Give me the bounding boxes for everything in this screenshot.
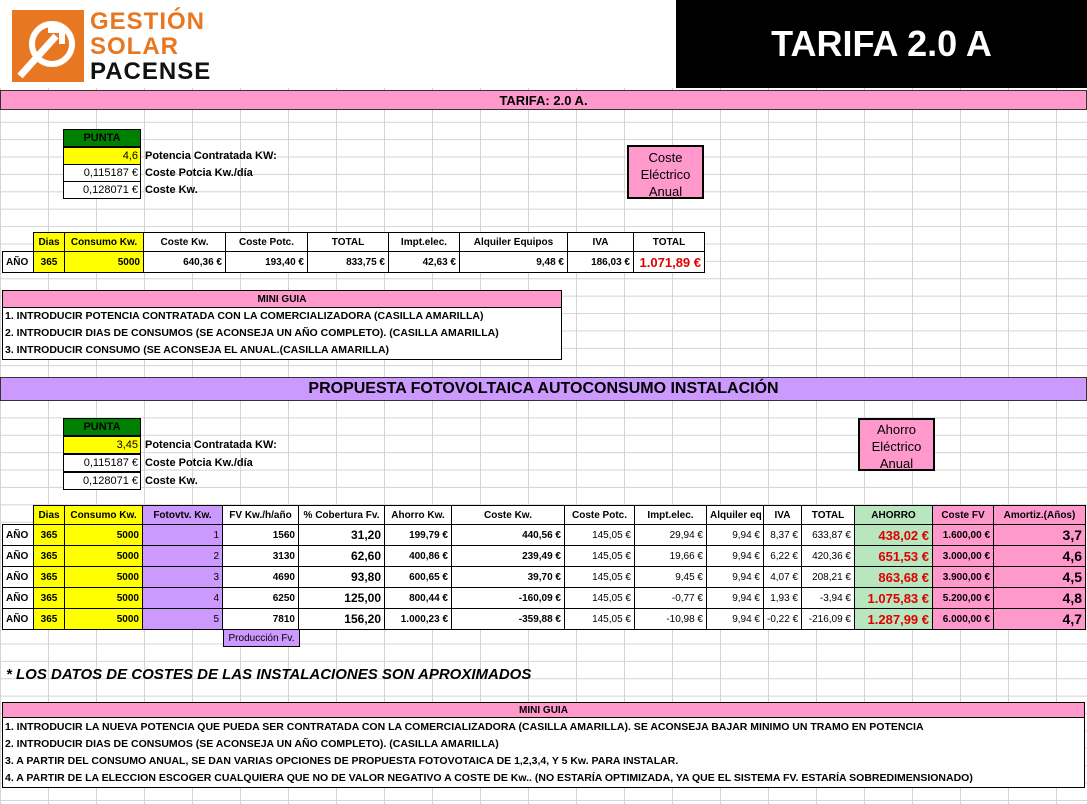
header-dias: Dias [34,233,65,252]
impt-elec-cell: -0,77 € [635,588,707,609]
header-coste-kw: Coste Kw. [144,233,226,252]
coste-potc-cell: 145,05 € [565,546,635,567]
ahorro-kw-cell: 1.000,23 € [385,609,452,630]
ahorro-cell: 1.287,99 € [855,609,933,630]
ahorro-kw-cell: 400,86 € [385,546,452,567]
mini-guide-1-item-3: 3. INTRODUCIR CONSUMO (SE ACONSEJA EL ANUAL.(CASILLA AMARILLA) [5,344,390,356]
proposal-table-row [3,525,1086,546]
total-cell: -3,94 € [802,588,855,609]
ahorro-kw-cell: 199,79 € [385,525,452,546]
row-label: AÑO [3,567,34,588]
fv-kwh-cell: 7810 [223,609,299,630]
punta1-coste-potcia-value: 0,115187 € [63,164,141,182]
punta2-coste-kw-value: 0,128071 € [63,472,141,490]
section2-title-bar [0,377,1087,401]
impt-elec-cell: -10,98 € [635,609,707,630]
mini-guide-2-item-4: 4. A PARTIR DE LA ELECCION ESCOGER CUALQUIERA QUE NO DE VALOR NEGATIVO A COSTE DE Kw.. (NO ESTARÍA OPTIMIZADA, YA QUE EL SISTEMA FV. ESTARÍA SOBREDIMENSIONADO) [5,772,973,784]
header-total: TOTAL [802,506,855,525]
row-label: AÑO [3,609,34,630]
amortiz-cell: 4,7 [994,609,1086,630]
alquiler-cell: 9,94 € [707,546,764,567]
fotovtv-cell: 3 [143,567,223,588]
ahorro-box-line2: Eléctrico [871,439,922,454]
coste-kw-cell: 440,56 € [452,525,565,546]
header-impt-elec: Impt.elec. [635,506,707,525]
row-label: AÑO [3,525,34,546]
punta2-coste-potcia-label: Coste Potcia Kw./día [145,457,253,469]
iva-cell: 1,93 € [764,588,802,609]
iva-cell: 6,22 € [764,546,802,567]
amortiz-cell: 4,6 [994,546,1086,567]
section1-title-bar [0,90,1087,110]
coste-fv-cell: 3.000,00 € [933,546,994,567]
header-coste-potc: Coste Potc. [226,233,308,252]
alquiler-cell: 9,94 € [707,525,764,546]
alquiler-cell: 9,94 € [707,609,764,630]
mini-guide-2-item-3: 3. A PARTIR DEL CONSUMO ANUAL, SE DAN VARIAS OPCIONES DE PROPUESTA FOTOVOTAICA DE 1,2,3,4, Y 5 Kw. PARA INSTALAR. [5,755,679,767]
proposal-table-row [3,588,1086,609]
header-consumo: Consumo Kw. [65,233,144,252]
fotovtv-cell: 2 [143,546,223,567]
coste-kw-cell: 640,36 € [144,252,226,273]
banner-title: TARIFA 2.0 A [771,23,992,64]
header-coste-potc: Coste Potc. [565,506,635,525]
coste-fv-cell: 1.600,00 € [933,525,994,546]
disclaimer: * LOS DATOS DE COSTES DE LAS INSTALACIONES SON APROXIMADOS [6,666,532,683]
mini-guide-1-title: MINI GUIA [3,291,561,308]
ahorro-box-line3: Anual [879,456,914,471]
coste-potc-cell: 145,05 € [565,567,635,588]
coste-potc-cell: 193,40 € [226,252,308,273]
coste-box-line3: Anual [648,184,683,199]
logo [10,6,212,85]
impt-elec-cell: 19,66 € [635,546,707,567]
header-amortiz: Amortiz.(Años) [994,506,1086,525]
header-total: TOTAL [308,233,389,252]
ahorro-electrico-box [858,418,935,471]
proposal-table-row [3,609,1086,630]
proposal-table-row [3,546,1086,567]
amortiz-cell: 3,7 [994,525,1086,546]
header-ahorro-kw: Ahorro Kw. [385,506,452,525]
cobertura-cell: 93,80 [299,567,385,588]
dias-input[interactable]: 365 [34,609,65,630]
dias-input[interactable]: 365 [34,588,65,609]
header-fv-kwh: FV Kw./h/año [223,506,299,525]
dias-input[interactable]: 365 [34,525,65,546]
cost-table [2,232,705,273]
row-label: AÑO [3,252,34,273]
coste-electrico-box [627,145,704,199]
ahorro-cell: 651,53 € [855,546,933,567]
iva-cell: 4,07 € [764,567,802,588]
iva-cell: -0,22 € [764,609,802,630]
punta2-header: PUNTA [63,418,141,436]
dias-input[interactable]: 365 [34,252,65,273]
total-cell: 633,87 € [802,525,855,546]
coste-fv-cell: 3.900,00 € [933,567,994,588]
fv-kwh-cell: 1560 [223,525,299,546]
dias-input[interactable]: 365 [34,546,65,567]
coste-box-line1: Coste [648,150,683,165]
punta1-header: PUNTA [63,129,141,147]
alquiler-cell: 9,48 € [460,252,568,273]
cobertura-cell: 62,60 [299,546,385,567]
impt-elec-cell: 9,45 € [635,567,707,588]
header-coste-kw: Coste Kw. [452,506,565,525]
consumo-input[interactable]: 5000 [65,546,143,567]
header-alquiler: Alquiler eq [707,506,764,525]
impt-elec-cell: 42,63 € [389,252,460,273]
mini-guide-2-item-1: 1. INTRODUCIR LA NUEVA POTENCIA QUE PUEDA SER CONTRATADA CON LA COMERCIALIZADORA (CASILLA AMARILLA). SE ACONSEJA BAJAR MINIMO UN TRAMO EN POTENCIA [5,721,924,733]
header-iva: IVA [568,233,634,252]
proposal-table [2,505,1086,630]
punta2-coste-kw-label: Coste Kw. [145,475,198,487]
header-iva: IVA [764,506,802,525]
header-total-final: TOTAL [634,233,705,252]
ahorro-box-line1: Ahorro [876,422,917,437]
corner-cell [3,233,34,252]
total-cell: -216,09 € [802,609,855,630]
total-final-cell: 1.071,89 € [634,252,705,273]
fv-kwh-cell: 3130 [223,546,299,567]
fotovtv-cell: 1 [143,525,223,546]
cobertura-cell: 31,20 [299,525,385,546]
punta1-coste-kw-label: Coste Kw. [145,184,198,196]
punta1-coste-potcia-label: Coste Potcia Kw./día [145,167,253,179]
mini-guide-2-title: MINI GUIA [3,703,1084,718]
proposal-table-row [3,567,1086,588]
amortiz-cell: 4,5 [994,567,1086,588]
consumo-input[interactable]: 5000 [65,609,143,630]
cost-table-header [3,233,705,252]
fv-kwh-cell: 6250 [223,588,299,609]
header-impt-elec: Impt.elec. [389,233,460,252]
iva-cell: 8,37 € [764,525,802,546]
coste-potc-cell: 145,05 € [565,609,635,630]
section2-title: PROPUESTA FOTOVOLTAICA AUTOCONSUMO INSTALACIÓN [308,380,779,397]
alquiler-cell: 9,94 € [707,588,764,609]
header-cobertura: % Cobertura Fv. [299,506,385,525]
alquiler-cell: 9,94 € [707,567,764,588]
cost-table-row [3,252,705,273]
coste-box-line2: Eléctrico [640,167,691,182]
punta2-potencia-input[interactable]: 3,45 [63,436,141,454]
coste-kw-cell: -359,88 € [452,609,565,630]
logo-line2: SOLAR [90,33,179,60]
impt-elec-cell: 29,94 € [635,525,707,546]
total-cell: 420,36 € [802,546,855,567]
coste-potc-cell: 145,05 € [565,588,635,609]
header [0,0,1087,88]
mini-guide-2-item-2: 2. INTRODUCIR DIAS DE CONSUMOS (SE ACONSEJA UN AÑO COMPLETO). (CASILLA AMARILLA) [5,738,499,750]
header-coste-fv: Coste FV [933,506,994,525]
coste-kw-cell: 39,70 € [452,567,565,588]
coste-kw-cell: 239,49 € [452,546,565,567]
mini-guide-1 [2,290,562,360]
coste-fv-cell: 5.200,00 € [933,588,994,609]
header-dias: Dias [34,506,65,525]
mini-guide-1-item-2: 2. INTRODUCIR DIAS DE CONSUMOS (SE ACONSEJA UN AÑO COMPLETO). (CASILLA AMARILLA) [5,327,499,339]
cobertura-cell: 156,20 [299,609,385,630]
cobertura-cell: 125,00 [299,588,385,609]
header-ahorro: AHORRO [855,506,933,525]
punta1-potencia-label: Potencia Contratada KW: [145,150,277,162]
consumo-input[interactable]: 5000 [65,588,143,609]
fv-kwh-cell: 4690 [223,567,299,588]
row-label: AÑO [3,588,34,609]
punta2-potencia-label: Potencia Contratada KW: [145,439,277,451]
section1-title: TARIFA: 2.0 A. [499,92,588,108]
corner-cell [3,506,34,525]
dias-input[interactable]: 365 [34,567,65,588]
amortiz-cell: 4,8 [994,588,1086,609]
ahorro-cell: 1.075,83 € [855,588,933,609]
produccion-fv-label: Producción Fv. [223,629,300,647]
mini-guide-1-item-1: 1. INTRODUCIR POTENCIA CONTRATADA CON LA COMERCIALIZADORA (CASILLA AMARILLA) [5,310,484,322]
mini-guide-2 [2,702,1085,788]
logo-sun-icon [12,10,84,82]
title-banner [676,0,1087,88]
consumo-input[interactable]: 5000 [65,567,143,588]
ahorro-kw-cell: 600,65 € [385,567,452,588]
coste-fv-cell: 6.000,00 € [933,609,994,630]
coste-kw-cell: -160,09 € [452,588,565,609]
punta1-coste-kw-value: 0,128071 € [63,181,141,199]
consumo-input[interactable]: 5000 [65,525,143,546]
coste-potc-cell: 145,05 € [565,525,635,546]
fotovtv-cell: 5 [143,609,223,630]
total-cell: 833,75 € [308,252,389,273]
ahorro-cell: 863,68 € [855,567,933,588]
consumo-input[interactable]: 5000 [65,252,144,273]
proposal-table-header [3,506,1086,525]
logo-line1: GESTIÓN [90,8,206,35]
header-fotovtv: Fotovtv. Kw. [143,506,223,525]
iva-cell: 186,03 € [568,252,634,273]
ahorro-kw-cell: 800,44 € [385,588,452,609]
header-consumo: Consumo Kw. [65,506,143,525]
ahorro-cell: 438,02 € [855,525,933,546]
fotovtv-cell: 4 [143,588,223,609]
punta1-potencia-input[interactable]: 4,6 [63,147,141,165]
header-alquiler: Alquiler Equipos [460,233,568,252]
row-label: AÑO [3,546,34,567]
logo-line3: PACENSE [90,58,212,85]
total-cell: 208,21 € [802,567,855,588]
punta2-coste-potcia-value: 0,115187 € [63,454,141,472]
